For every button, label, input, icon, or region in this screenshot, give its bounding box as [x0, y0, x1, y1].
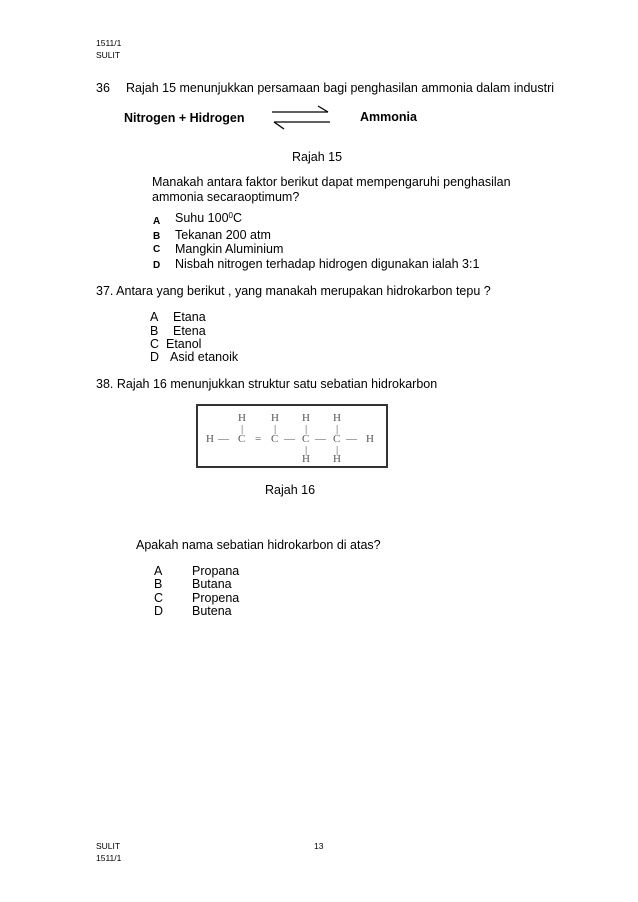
- header-code: 1511/1: [96, 38, 122, 48]
- q36-option-text: Tekanan 200 atm: [175, 228, 271, 242]
- q37-option-text: Etana: [173, 310, 206, 324]
- q36-option-letter: A: [153, 216, 161, 227]
- degree-superscript: 0: [228, 211, 233, 220]
- q36-stem: Rajah 15 menunjukkan persamaan bagi penghasilan ammonia dalam industri: [126, 81, 555, 95]
- bond-single: —: [346, 433, 357, 445]
- q36-number: 36: [96, 81, 110, 95]
- q37-option-letter: B: [150, 324, 159, 338]
- q38-option-text: Propena: [192, 591, 240, 605]
- atom-h: H: [366, 433, 374, 445]
- bond-single: —: [218, 433, 229, 445]
- q36-option-text: Mangkin Aluminium: [175, 242, 284, 256]
- q37-option-text: Etena: [173, 324, 206, 338]
- bond-single: |: [336, 444, 339, 456]
- q38-option-letter: C: [154, 591, 164, 605]
- bond-double: =: [255, 433, 262, 445]
- q37-option-letter: C: [150, 337, 160, 351]
- q36-product: Ammonia: [360, 110, 417, 124]
- bond-single: |: [241, 423, 244, 435]
- footer-code: 1511/1: [96, 853, 122, 863]
- q38-option-letter: D: [154, 604, 164, 618]
- atom-c: C: [302, 433, 310, 445]
- bond-single: —: [315, 433, 326, 445]
- atom-c: C: [271, 433, 279, 445]
- atom-h: H: [333, 412, 341, 424]
- q38-option-text: Propana: [192, 564, 240, 578]
- q37-stem: 37. Antara yang berikut , yang manakah merupakan hidrokarbon tepu ?: [96, 284, 491, 298]
- q36-option-letter: D: [153, 260, 161, 271]
- q37-option-letter: D: [150, 350, 160, 364]
- equilibrium-arrow-icon: [268, 102, 334, 132]
- q36-option-letter: C: [153, 244, 161, 255]
- q36-reactants: Nitrogen + Hidrogen: [124, 111, 245, 125]
- atom-h: H: [302, 453, 310, 465]
- q36-option-letter: B: [153, 231, 161, 242]
- q38-question: Apakah nama sebatian hidrokarbon di atas?: [136, 538, 381, 552]
- bond-single: |: [274, 423, 277, 435]
- bond-single: |: [305, 423, 308, 435]
- bond-single: |: [336, 423, 339, 435]
- page-number: 13: [314, 841, 324, 851]
- bond-single: |: [305, 444, 308, 456]
- q38-option-text: Butena: [192, 604, 232, 618]
- q36-option-text: [175, 211, 242, 225]
- q36-option-text: Nisbah nitrogen terhadap hidrogen digunakan ialah 3:1: [175, 257, 480, 271]
- atom-h: H: [238, 412, 246, 424]
- q36-option-a-suffix: C: [232, 211, 243, 225]
- atom-h: H: [271, 412, 279, 424]
- atom-h: H: [333, 453, 341, 465]
- q36-question-line2: ammonia secaraoptimum?: [152, 190, 300, 204]
- q38-option-letter: A: [154, 564, 163, 578]
- q36-question-line1: Manakah antara faktor berikut dapat mempengaruhi penghasilan: [152, 175, 511, 189]
- q36-option-a-text: Suhu 100: [175, 211, 229, 225]
- q38-option-letter: B: [154, 577, 163, 591]
- footer-label: SULIT: [96, 841, 121, 851]
- atom-c: C: [333, 433, 341, 445]
- q37-option-text: Etanol: [166, 337, 202, 351]
- atom-h: H: [302, 412, 310, 424]
- q38-caption: Rajah 16: [265, 483, 316, 497]
- q38-option-text: Butana: [192, 577, 232, 591]
- q37-option-letter: A: [150, 310, 159, 324]
- q38-stem: 38. Rajah 16 menunjukkan struktur satu sebatian hidrokarbon: [96, 377, 438, 391]
- atom-c: C: [238, 433, 246, 445]
- header-label: SULIT: [96, 50, 121, 60]
- atom-h: H: [206, 433, 214, 445]
- q37-option-text: Asid etanoik: [170, 350, 239, 364]
- bond-single: —: [284, 433, 295, 445]
- q36-caption: Rajah 15: [292, 150, 343, 164]
